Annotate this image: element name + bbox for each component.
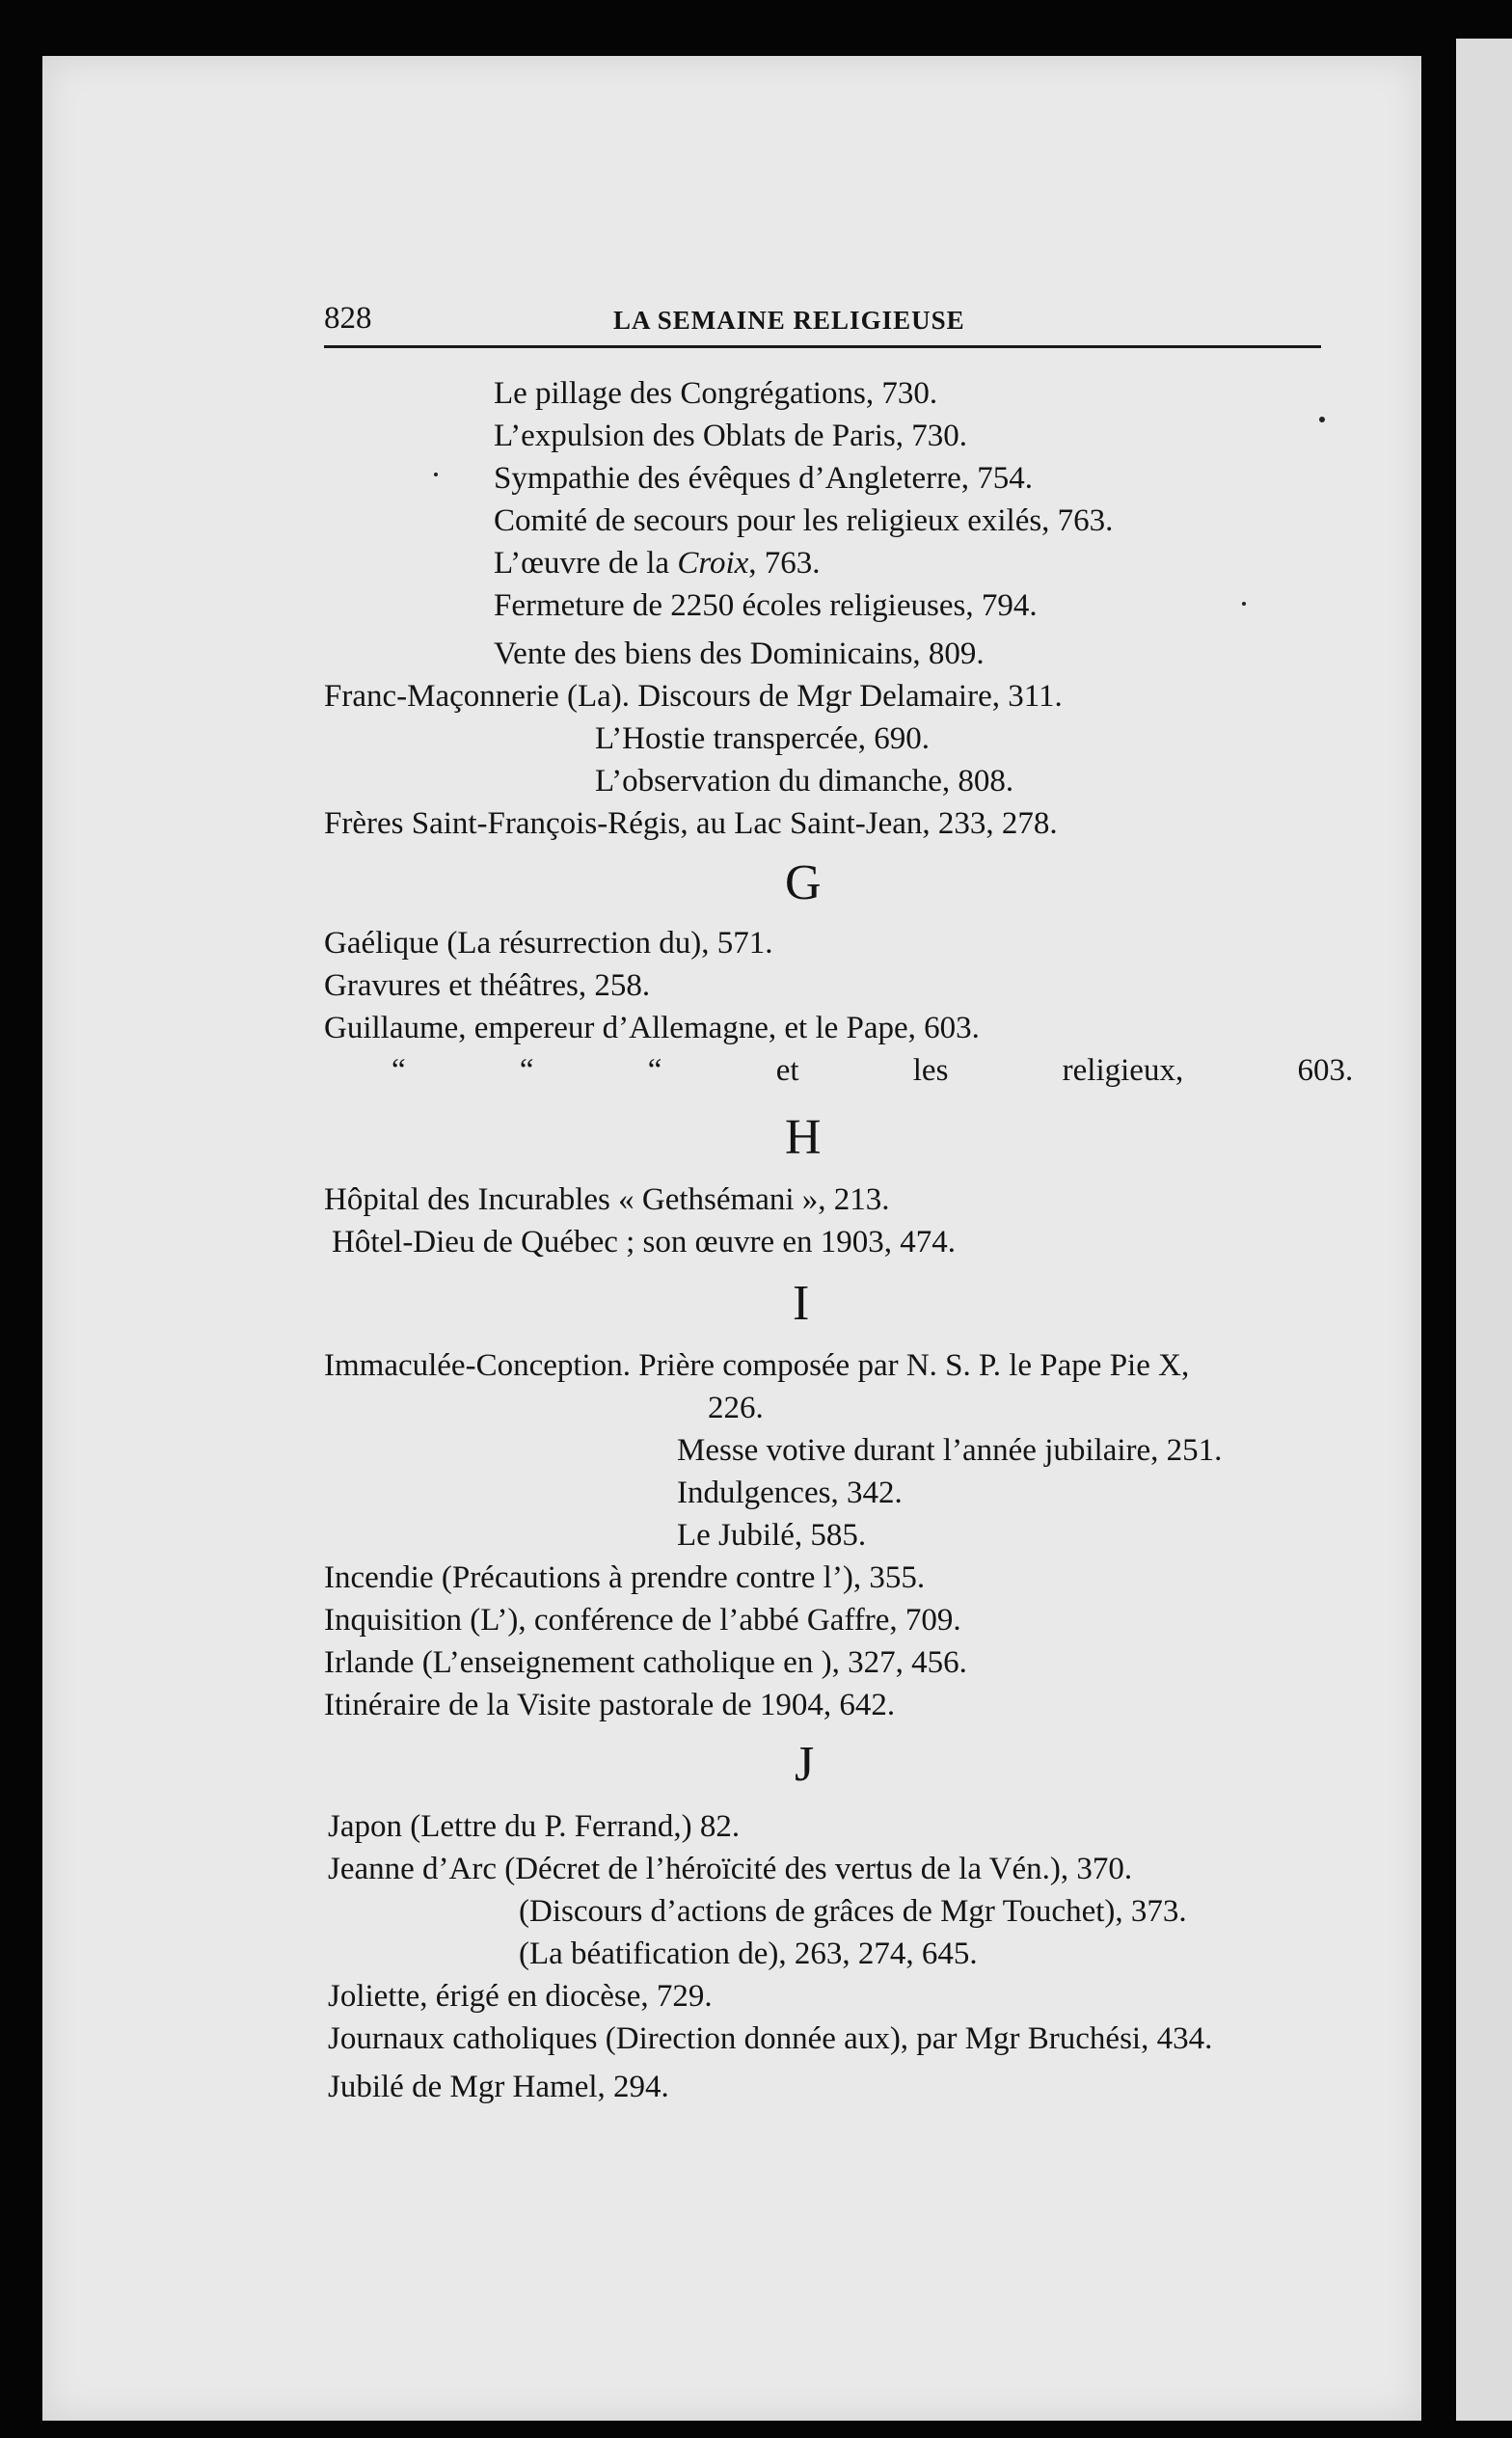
index-entry: Messe votive durant l’année jubilaire, 251. <box>677 1433 1223 1468</box>
header-rule <box>324 345 1321 348</box>
page-text <box>42 56 1421 2421</box>
section-letter-j: J <box>795 1737 815 1792</box>
index-entry: Joliette, érigé en diocèse, 729. <box>328 1979 713 2014</box>
index-entry: Itinéraire de la Visite pastorale de 1904, 642. <box>324 1688 896 1722</box>
index-entry: Incendie (Précautions à prendre contre l’), 355. <box>324 1560 926 1595</box>
index-entry: Le pillage des Congrégations, 730. <box>494 376 938 411</box>
entry-text: , 763. <box>748 546 821 581</box>
running-title: LA SEMAINE RELIGIEUSE <box>613 306 965 335</box>
index-entry: L’observation du dimanche, 808. <box>595 764 1014 799</box>
index-entry: Comité de secours pour les religieux exilés, 763. <box>494 503 1114 538</box>
italic-title: Croix <box>677 546 749 581</box>
section-letter-i: I <box>793 1276 810 1331</box>
index-entry: Gravures et théâtres, 258. <box>324 968 651 1003</box>
index-entry: Franc-Maçonnerie (La). Discours de Mgr Delamaire, 311. <box>324 679 1063 714</box>
index-entry: Indulgences, 342. <box>677 1476 903 1510</box>
index-entry: 226. <box>708 1391 764 1425</box>
ink-speck <box>1242 602 1246 606</box>
index-entry: Guillaume, empereur d’Allemagne, et le Pape, 603. <box>324 1011 980 1045</box>
entry-text: L’œuvre de la <box>494 546 678 581</box>
index-entry: Le Jubilé, 585. <box>677 1518 867 1553</box>
index-entry: (Discours d’actions de grâces de Mgr Touchet), 373. <box>519 1894 1187 1929</box>
adjacent-page-edge <box>1456 39 1512 2421</box>
index-entry: L’expulsion des Oblats de Paris, 730. <box>494 419 967 453</box>
index-entry: Journaux catholiques (Direction donnée aux), par Mgr Bruchési, 434. <box>328 2021 1213 2056</box>
index-entry: Jubilé de Mgr Hamel, 294. <box>328 2070 669 2104</box>
index-entry: Fermeture de 2250 écoles religieuses, 794. <box>494 588 1038 623</box>
index-entry: Hôtel-Dieu de Québec ; son œuvre en 1903, 474. <box>332 1225 956 1260</box>
index-entry: Irlande (L’enseignement catholique en ), 327, 456. <box>324 1645 967 1680</box>
index-entry: L’Hostie transpercée, 690. <box>595 721 930 756</box>
index-entry <box>494 544 821 582</box>
index-entry: “ “ “ et les religieux, 603. <box>392 1053 1354 1088</box>
index-entry: Hôpital des Incurables « Gethsémani », 213. <box>324 1182 890 1217</box>
index-entry: Gaélique (La résurrection du), 571. <box>324 926 773 961</box>
index-entry: Japon (Lettre du P. Ferrand,) 82. <box>328 1809 741 1844</box>
index-entry: (La béatification de), 263, 274, 645. <box>519 1937 978 1971</box>
page-sheet <box>42 56 1421 2421</box>
index-entry: Jeanne d’Arc (Décret de l’héroïcité des vertus de la Vén.), 370. <box>328 1852 1133 1886</box>
page-number: 828 <box>324 301 372 336</box>
index-entry: Frères Saint-François-Régis, au Lac Saint-Jean, 233, 278. <box>324 806 1058 841</box>
section-letter-h: H <box>785 1110 822 1165</box>
section-letter-g: G <box>785 855 822 910</box>
ink-speck <box>434 473 438 476</box>
index-entry: Immaculée-Conception. Prière composée par N. S. P. le Pape Pie X, <box>324 1348 1190 1383</box>
index-entry: Sympathie des évêques d’Angleterre, 754. <box>494 461 1034 496</box>
index-entry: Vente des biens des Dominicains, 809. <box>494 637 985 671</box>
ink-speck <box>1319 417 1325 422</box>
index-entry: Inquisition (L’), conférence de l’abbé Gaffre, 709. <box>324 1603 961 1638</box>
